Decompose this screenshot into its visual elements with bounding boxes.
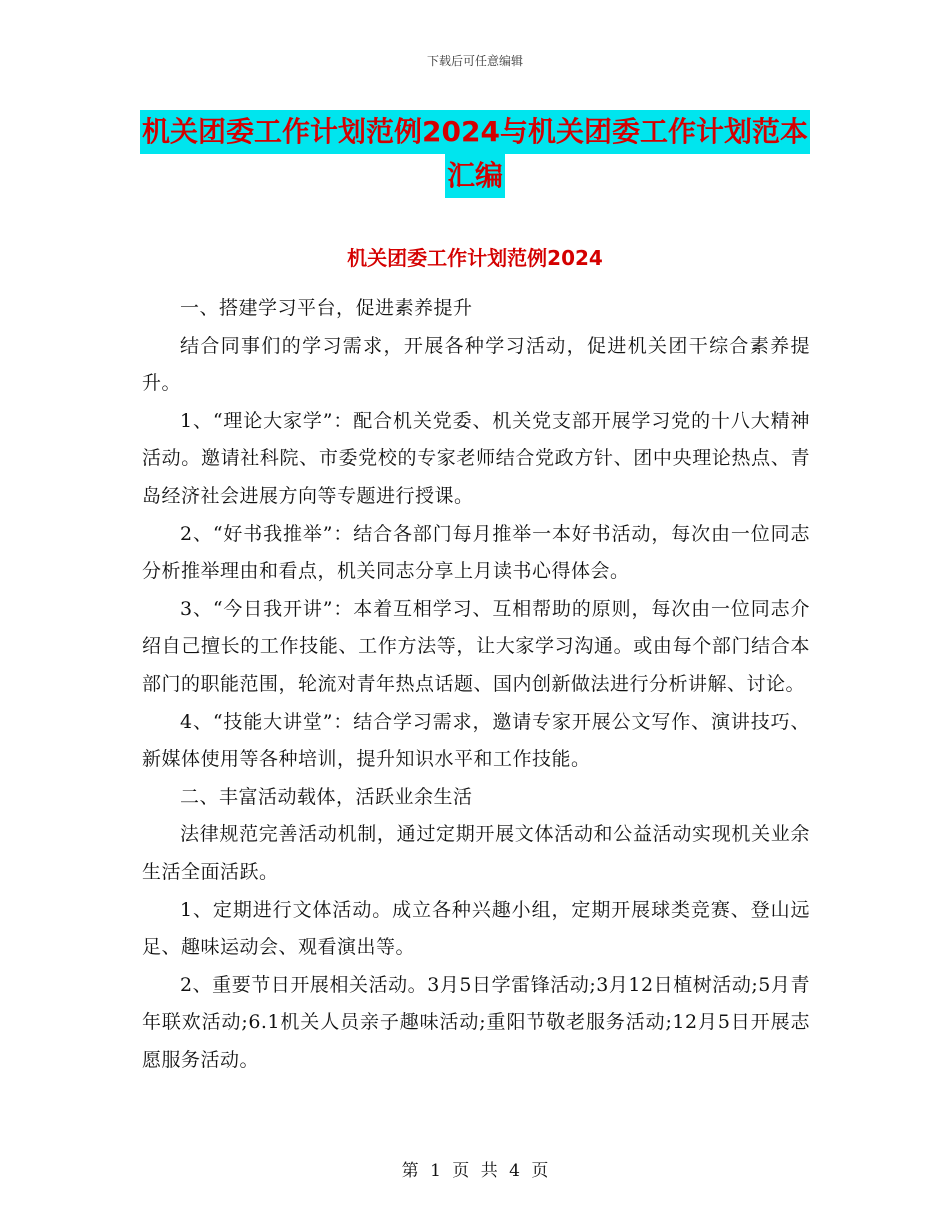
document-title bbox=[0, 110, 950, 198]
paragraph: 4、“技能大讲堂”：结合学习需求，邀请专家开展公文写作、演讲技巧、新媒体使用等各种培训，提升知识水平和工作技能。 bbox=[142, 710, 810, 771]
page-footer: 第 1 页 共 4 页 bbox=[401, 1161, 549, 1181]
paragraph: 1、定期进行文体活动。成立各种兴趣小组，定期开展球类竞赛、登山远足、趣味运动会、观看演出等。 bbox=[142, 898, 810, 959]
paragraph: 一、搭建学习平台，促进素养提升 bbox=[180, 297, 473, 319]
paragraph: 2、重要节日开展相关活动。3月5日学雷锋活动;3月12日植树活动;5月青年联欢活动;6.1机关人员亲子趣味活动;重阳节敬老服务活动;12月5日开展志愿服务活动。 bbox=[142, 973, 810, 1071]
paragraph: 1、“理论大家学”：配合机关党委、机关党支部开展学习党的十八大精神活动。邀请社科院、市委党校的专家老师结合党政方针、团中央理论热点、青岛经济社会进展方向等专题进行授课。 bbox=[142, 409, 810, 507]
paragraph: 2、“好书我推举”：结合各部门每月推举一本好书活动，每次由一位同志分析推举理由和看点，机关同志分享上月读书心得体会。 bbox=[142, 522, 810, 583]
page-header: 下载后可任意编辑 bbox=[426, 54, 523, 68]
document-body bbox=[142, 290, 810, 1079]
paragraph: 法律规范完善活动机制，通过定期开展文体活动和公益活动实现机关业余生活全面活跃。 bbox=[142, 823, 810, 883]
document-title-line-1: 机关团委工作计划范例2024与机关团委工作计划范本 bbox=[140, 110, 810, 154]
paragraph: 3、“今日我开讲”：本着互相学习、互相帮助的原则，每次由一位同志介绍自己擅长的工作技能、工作方法等，让大家学习沟通。或由每个部门结合本部门的职能范围，轮流对青年热点话题、国内创新做法进行分析讲解、讨论。 bbox=[142, 597, 810, 695]
document-title-line-2: 汇编 bbox=[445, 154, 505, 198]
paragraph: 二、丰富活动载体，活跃业余生活 bbox=[180, 785, 473, 808]
paragraph: 结合同事们的学习需求，开展各种学习活动，促进机关团干综合素养提升。 bbox=[142, 334, 810, 395]
section-title: 机关团委工作计划范例2024 bbox=[347, 246, 603, 270]
